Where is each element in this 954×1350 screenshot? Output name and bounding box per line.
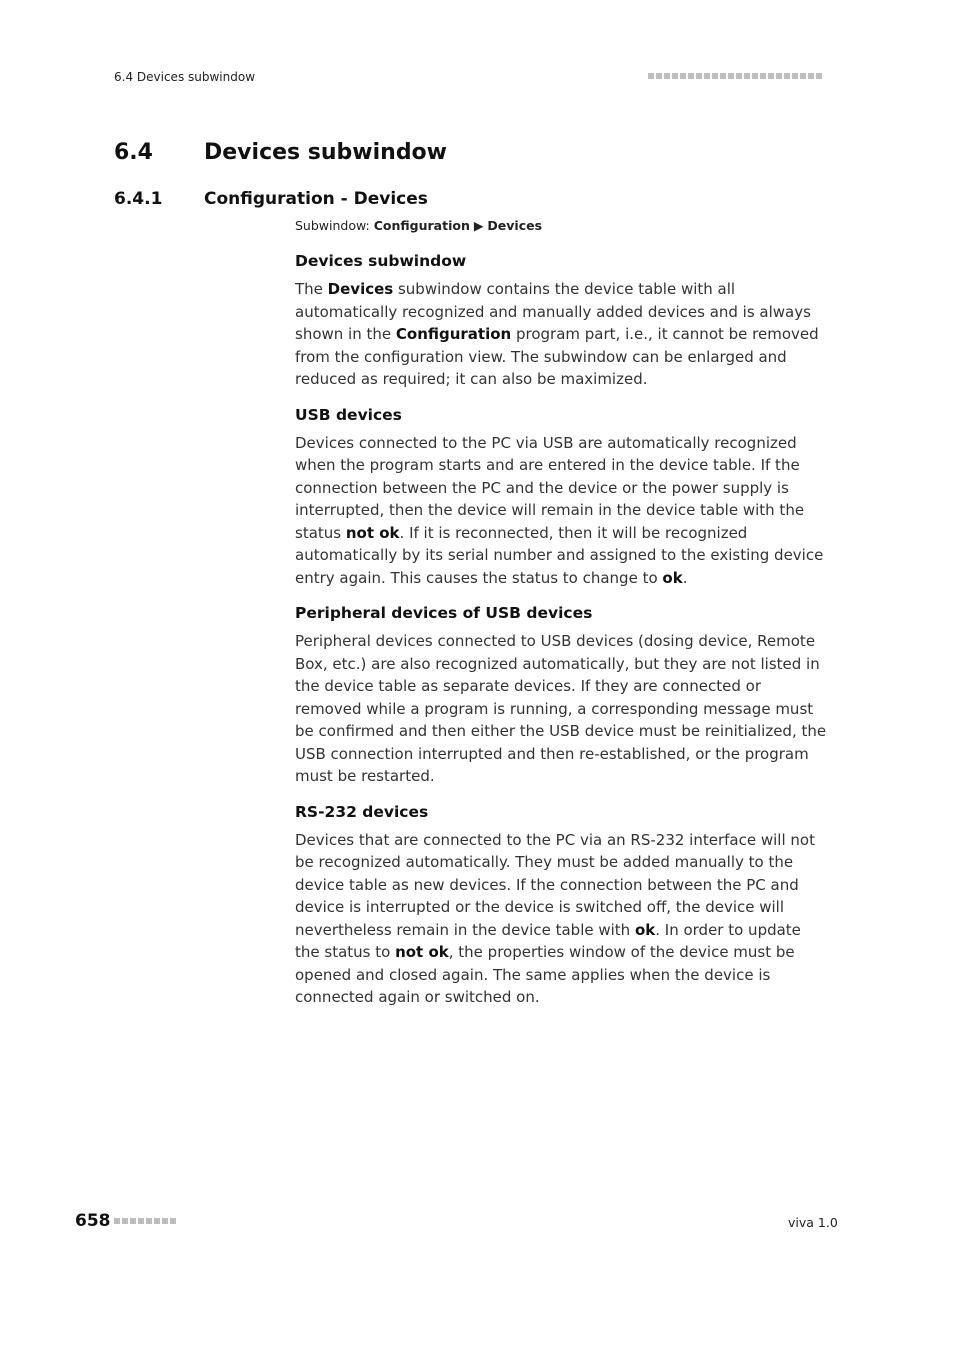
block-title: USB devices	[295, 405, 402, 424]
running-header: 6.4 Devices subwindow	[114, 70, 256, 84]
decorative-square	[146, 1218, 152, 1224]
block-paragraph	[295, 829, 830, 1009]
decorative-square	[768, 73, 774, 79]
body-text: program part, i.e., it cannot be removed from the configuration view. The subwindow can be enlarged and reduced as required; it can also be maximized.	[295, 325, 819, 388]
emphasis-text: Configuration	[395, 325, 512, 343]
decorative-square	[122, 1218, 128, 1224]
decorative-square	[672, 73, 678, 79]
content-body	[295, 250, 830, 1022]
section-heading	[114, 140, 447, 165]
decorative-square	[656, 73, 662, 79]
block-title: Devices subwindow	[295, 252, 467, 270]
subsection-heading	[114, 189, 428, 209]
decorative-square	[680, 73, 686, 79]
section-title: Devices subwindow	[204, 140, 447, 165]
breadcrumb-part-2: Devices	[487, 218, 543, 233]
decorative-square	[154, 1218, 160, 1224]
breadcrumb-arrow-icon: ▶	[469, 218, 488, 233]
emphasis-text: not ok	[345, 523, 400, 542]
subsection-number: 6.4.1	[114, 189, 163, 209]
decorative-square	[688, 73, 694, 79]
decorative-square	[760, 73, 766, 79]
decorative-square	[800, 73, 806, 79]
product-version: viva 1.0	[788, 1215, 838, 1230]
decorative-square	[792, 73, 798, 79]
decorative-square	[138, 1218, 144, 1224]
decorative-square	[664, 73, 670, 79]
page-number: 658	[75, 1211, 111, 1231]
decorative-square	[648, 73, 654, 79]
emphasis-text: ok	[634, 920, 656, 939]
breadcrumb-part-1: Configuration	[373, 218, 470, 233]
decorative-square	[776, 73, 782, 79]
body-text: The	[295, 280, 328, 298]
block-paragraph	[295, 432, 830, 590]
section-number: 6.4	[114, 140, 153, 165]
footer-decoration	[114, 1218, 176, 1224]
decorative-square	[752, 73, 758, 79]
body-text: . In order to update the status to	[295, 920, 801, 961]
block-paragraph	[295, 278, 830, 391]
body-text: .	[682, 568, 688, 587]
decorative-square	[162, 1218, 168, 1224]
body-text: , the properties window of the device must be opened and closed again. The same applies when the device is connected again or switched on.	[295, 943, 795, 1006]
decorative-square	[736, 73, 742, 79]
body-text: Devices connected to the PC via USB are automatically recognized when the program starts and are entered in the device table. If the connection between the PC and the device or the power supply is interrupted, then the device will remain in the device table with the status	[295, 433, 805, 542]
breadcrumb-prefix: Subwindow:	[295, 218, 374, 233]
decorative-square	[114, 1218, 120, 1224]
decorative-square	[696, 73, 702, 79]
decorative-square	[170, 1218, 176, 1224]
block-title: Peripheral devices of USB devices	[295, 604, 593, 622]
decorative-square	[130, 1218, 136, 1224]
decorative-square	[712, 73, 718, 79]
decorative-square	[784, 73, 790, 79]
decorative-square	[728, 73, 734, 79]
body-text: Peripheral devices connected to USB devices (dosing device, Remote Box, etc.) are also recognized automatically, but they are not listed in the device table as separate devices. If they are connected or removed while a program is running, a corresponding message must be confirmed and then either the USB device must be reinitialized, the USB connection interrupted and then re-established, or the program must be restarted.	[295, 632, 827, 785]
block-paragraph	[295, 630, 830, 788]
emphasis-text: ok	[662, 568, 683, 587]
body-text: . If it is reconnected, then it will be recognized automatically by its serial number and assigned to the existing device entry again. This causes the status to change to	[295, 523, 824, 587]
body-text: Devices that are connected to the PC via an RS-232 interface will not be recognized automatically. They must be added manually to the device table as new devices. If the connection between the PC and device is interrupted or the device is switched off, the device will nevertheless remain in the device table with	[295, 830, 815, 939]
decorative-square	[808, 73, 814, 79]
block-title: RS-232 devices	[295, 802, 429, 821]
header-decoration	[648, 73, 822, 79]
decorative-square	[816, 73, 822, 79]
emphasis-text: not ok	[395, 943, 449, 961]
decorative-square	[720, 73, 726, 79]
subsection-title: Configuration - Devices	[204, 189, 428, 209]
body-text: subwindow contains the device table with all automatically recognized and manually added devices and is always shown in the	[295, 280, 811, 343]
decorative-square	[744, 73, 750, 79]
emphasis-text: Devices	[327, 280, 394, 298]
decorative-square	[704, 73, 710, 79]
breadcrumb	[295, 218, 542, 233]
